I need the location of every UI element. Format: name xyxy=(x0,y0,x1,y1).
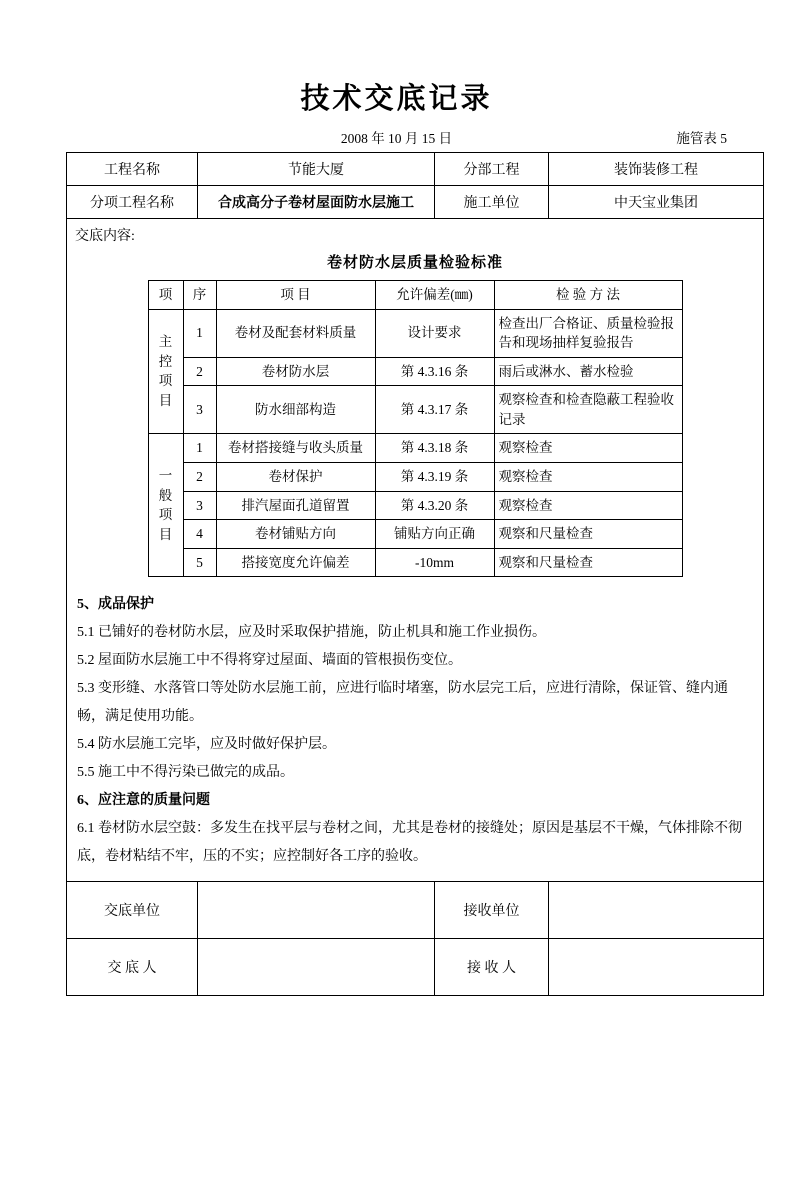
category-main-control: 主 控 项 目 xyxy=(148,309,183,434)
row-seq: 4 xyxy=(183,520,216,549)
table-row xyxy=(148,357,682,386)
row-tolerance: -10mm xyxy=(375,548,494,577)
table-row-signature-person xyxy=(67,939,764,996)
main-table xyxy=(66,152,764,996)
table-row xyxy=(148,434,682,463)
issuing-unit-label: 交底单位 xyxy=(67,882,198,939)
row-method: 观察和尺量检查 xyxy=(494,548,682,577)
subproject-label: 分项工程名称 xyxy=(67,186,198,219)
document-date: 2008 年 10 月 15 日 xyxy=(340,131,453,146)
header-category: 项 xyxy=(148,281,183,310)
project-name-value: 节能大厦 xyxy=(198,153,435,186)
row-seq: 2 xyxy=(183,357,216,386)
row-seq: 5 xyxy=(183,548,216,577)
page-title: 技术交底记录 xyxy=(300,83,493,115)
section-heading-6: 6、应注意的质量问题 xyxy=(77,793,210,809)
title-subline xyxy=(66,127,727,147)
table-row xyxy=(148,491,682,520)
header-seq: 序 xyxy=(183,281,216,310)
row-tolerance: 第 4.3.20 条 xyxy=(375,491,494,520)
row-tolerance: 第 4.3.16 条 xyxy=(375,357,494,386)
row-tolerance: 第 4.3.17 条 xyxy=(375,386,494,434)
row-seq: 2 xyxy=(183,462,216,491)
row-tolerance: 第 4.3.19 条 xyxy=(375,462,494,491)
header-method: 检 验 方 法 xyxy=(494,281,682,310)
contractor-label: 施工单位 xyxy=(435,186,549,219)
division-label: 分部工程 xyxy=(435,153,549,186)
division-value: 装饰装修工程 xyxy=(549,153,764,186)
row-seq: 3 xyxy=(183,386,216,434)
category-general: 一 般 项 目 xyxy=(148,434,183,577)
content-label: 交底内容: xyxy=(75,229,135,244)
table-row-content xyxy=(67,219,764,882)
subproject-value: 合成高分子卷材屋面防水层施工 xyxy=(198,186,435,219)
row-method: 检查出厂合格证、质量检验报告和现场抽样复验报告 xyxy=(494,309,682,357)
row-seq: 3 xyxy=(183,491,216,520)
contractor-value: 中天宝业集团 xyxy=(549,186,764,219)
table-row xyxy=(148,309,682,357)
table-row-signature-unit xyxy=(67,882,764,939)
issuer-label: 交 底 人 xyxy=(67,939,198,996)
paragraph-5-3: 5.3 变形缝、水落管口等处防水层施工前，应进行临时堵塞，防水层完工后，应进行清除，保证管、缝内通畅，满足使用功能。 xyxy=(77,681,728,725)
row-item: 卷材搭接缝与收头质量 xyxy=(216,434,375,463)
row-item: 卷材保护 xyxy=(216,462,375,491)
table-row-project xyxy=(67,153,764,186)
project-name-label: 工程名称 xyxy=(67,153,198,186)
standard-header-row xyxy=(148,281,682,310)
paragraph-6-1: 6.1 卷材防水层空鼓：多发生在找平层与卷材之间，尤其是卷材的接缝处；原因是基层不干燥，气体排除不彻底，卷材粘结不牢，压的不实；应控制好各工序的验收。 xyxy=(77,821,742,865)
table-row xyxy=(148,520,682,549)
row-tolerance: 第 4.3.18 条 xyxy=(375,434,494,463)
table-row xyxy=(148,548,682,577)
quality-standard-table xyxy=(148,280,683,577)
row-item: 卷材及配套材料质量 xyxy=(216,309,375,357)
row-method: 观察检查 xyxy=(494,462,682,491)
row-tolerance: 设计要求 xyxy=(375,309,494,357)
row-method: 观察和尺量检查 xyxy=(494,520,682,549)
row-item: 卷材防水层 xyxy=(216,357,375,386)
header-item: 项 目 xyxy=(216,281,375,310)
row-item: 防水细部构造 xyxy=(216,386,375,434)
paragraph-5-5: 5.5 施工中不得污染已做完的成品。 xyxy=(77,765,294,781)
table-row xyxy=(148,462,682,491)
content-cell xyxy=(67,219,764,882)
row-method: 观察检查 xyxy=(494,491,682,520)
row-method: 观察检查和检查隐蔽工程验收记录 xyxy=(494,386,682,434)
receiver-value[interactable] xyxy=(549,939,764,996)
issuing-unit-value[interactable] xyxy=(198,882,435,939)
row-tolerance: 铺贴方向正确 xyxy=(375,520,494,549)
section-heading-5: 5、成品保护 xyxy=(77,597,154,613)
paragraph-5-4: 5.4 防水层施工完毕，应及时做好保护层。 xyxy=(77,737,336,753)
paragraph-5-2: 5.2 屋面防水层施工中不得将穿过屋面、墙面的管根损伤变位。 xyxy=(77,653,462,669)
receiving-unit-label: 接收单位 xyxy=(435,882,549,939)
standard-title: 卷材防水层质量检验标准 xyxy=(326,255,503,271)
row-item: 搭接宽度允许偏差 xyxy=(216,548,375,577)
row-method: 雨后或淋水、蓄水检验 xyxy=(494,357,682,386)
table-row xyxy=(148,386,682,434)
header-tolerance: 允许偏差(㎜) xyxy=(375,281,494,310)
row-item: 排汽屋面孔道留置 xyxy=(216,491,375,520)
row-item: 卷材铺贴方向 xyxy=(216,520,375,549)
document-page xyxy=(0,76,793,1198)
table-row-subproject xyxy=(67,186,764,219)
row-seq: 1 xyxy=(183,434,216,463)
issuer-value[interactable] xyxy=(198,939,435,996)
receiver-label: 接 收 人 xyxy=(435,939,549,996)
receiving-unit-value[interactable] xyxy=(549,882,764,939)
form-code: 施管表 5 xyxy=(676,131,727,146)
row-method: 观察检查 xyxy=(494,434,682,463)
paragraph-5-1: 5.1 已铺好的卷材防水层，应及时采取保护措施，防止机具和施工作业损伤。 xyxy=(77,625,546,641)
row-seq: 1 xyxy=(183,309,216,357)
